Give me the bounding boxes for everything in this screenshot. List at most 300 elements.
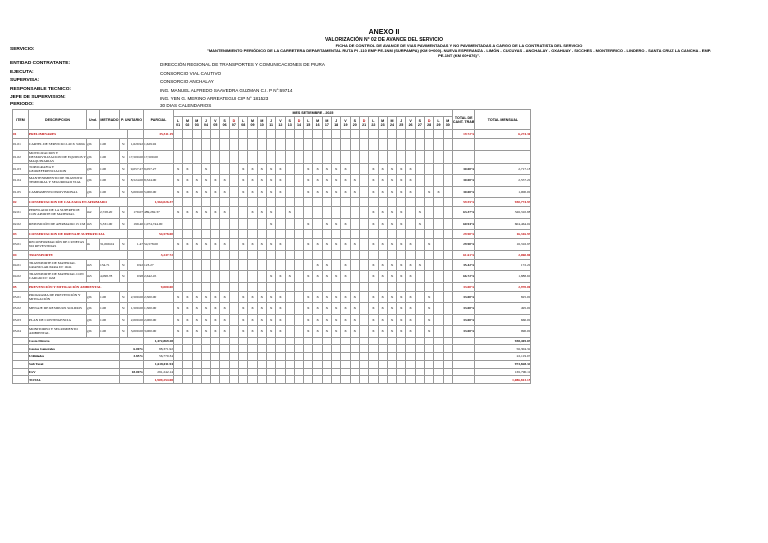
row-item: 01.01: [13, 139, 29, 151]
day-mark: [229, 271, 238, 283]
row-desc: PROGRAMA DE PREVENCIÓN Y MITIGACIÓN: [29, 291, 87, 303]
day-cell: [378, 353, 387, 361]
day-mark: [304, 207, 313, 219]
day-mark: [285, 303, 294, 315]
day-mark: [248, 218, 257, 230]
day-mark: X: [397, 271, 406, 283]
header-total-mensual: TOTAL MENSUAL: [475, 110, 531, 130]
section-row: [13, 282, 531, 291]
day-cell: [397, 250, 406, 259]
day-letter: J: [400, 119, 403, 123]
day-cell: [276, 360, 285, 368]
day-mark: X: [248, 186, 257, 198]
day-cell: [406, 198, 415, 207]
totals-label: Utilidades: [29, 353, 120, 361]
ficha-line-3: PE-1NT (KM 60+876)".: [438, 53, 480, 58]
day-mark: [285, 175, 294, 187]
day-letter: S: [353, 119, 356, 123]
day-mark: [220, 259, 229, 271]
day-mark: [192, 218, 201, 230]
day-cell: [434, 360, 443, 368]
day-mark: [415, 314, 424, 326]
table-row: [13, 314, 531, 326]
day-number: 16: [315, 123, 320, 127]
day-cell: [229, 198, 238, 207]
day-cell: [220, 353, 229, 361]
day-mark: [359, 150, 368, 163]
day-cell: [341, 130, 350, 139]
day-header: [434, 117, 443, 130]
row-total: 2,717.18: [475, 163, 531, 175]
day-cell: [350, 337, 359, 345]
day-mark: X: [183, 163, 192, 175]
day-cell: [266, 353, 275, 361]
day-mark: X: [406, 303, 415, 315]
day-mark: X: [304, 239, 313, 251]
day-cell: [276, 130, 285, 139]
day-cell: [443, 198, 452, 207]
totals-pct: 6.00%: [120, 345, 144, 353]
day-cell: [183, 198, 192, 207]
day-mark: [425, 207, 434, 219]
day-mark: X: [350, 326, 359, 338]
day-cell: [248, 353, 257, 361]
day-cell: [350, 250, 359, 259]
totals-total: 973,828.34: [475, 360, 531, 368]
day-mark: [285, 150, 294, 163]
day-mark: [313, 218, 322, 230]
day-mark: [285, 139, 294, 151]
day-cell: [415, 360, 424, 368]
day-mark: [378, 139, 387, 151]
day-letter: J: [270, 119, 273, 123]
day-cell: [378, 198, 387, 207]
day-mark: [220, 150, 229, 163]
day-cell: [183, 368, 192, 376]
day-mark: [425, 271, 434, 283]
day-number: 27: [417, 123, 422, 127]
day-cell: [313, 198, 322, 207]
day-mark: X: [387, 207, 396, 219]
day-mark: [304, 259, 313, 271]
day-cell: [434, 230, 443, 239]
day-cell: [443, 230, 452, 239]
row-metrado: 134.71: [100, 259, 120, 271]
day-mark: [174, 271, 183, 283]
day-cell: [406, 282, 415, 291]
totals-label: TOTAL: [29, 376, 120, 384]
day-mark: X: [220, 239, 229, 251]
day-mark: [285, 163, 294, 175]
day-cell: [369, 376, 378, 384]
day-cell: [443, 360, 452, 368]
day-cell: [201, 376, 210, 384]
empty-cell: [452, 337, 475, 345]
day-mark: X: [387, 271, 396, 283]
day-mark: X: [304, 326, 313, 338]
row-metrado: 1.00: [100, 314, 120, 326]
day-cell: [211, 345, 220, 353]
day-mark: [350, 139, 359, 151]
day-mark: X: [313, 186, 322, 198]
day-cell: [257, 360, 266, 368]
row-metrado: 1.00: [100, 291, 120, 303]
day-cell: [332, 250, 341, 259]
day-mark: [294, 239, 303, 251]
day-mark: X: [174, 175, 183, 187]
day-mark: X: [201, 239, 210, 251]
day-mark: [369, 139, 378, 151]
day-cell: [443, 130, 452, 139]
day-header: [304, 117, 313, 130]
row-parcial: 5,000.00: [144, 186, 174, 198]
day-cell: [211, 337, 220, 345]
row-total: 604,464.04: [475, 218, 531, 230]
day-mark: [229, 150, 238, 163]
row-metrado: 1.00: [100, 163, 120, 175]
day-mark: X: [276, 239, 285, 251]
day-cell: [332, 198, 341, 207]
totals-label: Gastos Generales: [29, 345, 120, 353]
day-cell: [322, 282, 331, 291]
day-mark: [359, 291, 368, 303]
day-cell: [266, 230, 275, 239]
day-cell: [285, 360, 294, 368]
day-mark: [443, 207, 452, 219]
day-cell: [266, 368, 275, 376]
day-cell: [183, 230, 192, 239]
info-label: SERVICIO:: [10, 47, 35, 52]
day-mark: X: [257, 303, 266, 315]
day-mark: [229, 139, 238, 151]
day-mark: [322, 207, 331, 219]
day-cell: [313, 353, 322, 361]
day-mark: X: [201, 207, 210, 219]
row-metrado: 1.00: [100, 326, 120, 338]
day-cell: [341, 250, 350, 259]
day-cell: [229, 130, 238, 139]
day-cell: [211, 353, 220, 361]
row-unit: m3: [87, 271, 100, 283]
day-cell: [285, 353, 294, 361]
day-mark: X: [313, 303, 322, 315]
row-desc: TOPOGRAFIA Y GEOREFERENCIACION: [29, 163, 87, 175]
day-mark: [183, 139, 192, 151]
row-total: 495.00: [475, 303, 531, 315]
day-mark: [294, 175, 303, 187]
day-cell: [443, 376, 452, 384]
table-row: [13, 218, 531, 230]
row-desc: RECONFORMACIÓN DE CUNETAS NO REVESTIDAS: [29, 239, 87, 251]
day-cell: [443, 282, 452, 291]
day-cell: [350, 230, 359, 239]
empty-cell: [128, 130, 144, 139]
day-cell: [248, 360, 257, 368]
day-mark: X: [415, 259, 424, 271]
day-cell: [350, 360, 359, 368]
day-number: 20: [352, 123, 357, 127]
day-cell: [239, 353, 248, 361]
day-cell: [174, 282, 183, 291]
day-cell: [201, 368, 210, 376]
row-currency: S/: [120, 303, 128, 315]
day-mark: [434, 218, 443, 230]
day-cell: [257, 368, 266, 376]
day-letter: V: [409, 119, 412, 123]
day-cell: [359, 282, 368, 291]
day-cell: [425, 282, 434, 291]
day-cell: [425, 130, 434, 139]
day-mark: [434, 139, 443, 151]
day-mark: [201, 271, 210, 283]
day-cell: [183, 345, 192, 353]
ficha-line-1: FICHA DE CONTROL DE AVANCE DE VIAS PAVIMENTADAS Y NO PAVIMENTADAS A CARGO DE LA CONTRATISTA DEL SERVICIO: [335, 43, 583, 48]
day-cell: [183, 282, 192, 291]
day-cell: [304, 130, 313, 139]
day-mark: X: [183, 207, 192, 219]
day-mark: X: [415, 218, 424, 230]
day-mark: X: [322, 271, 331, 283]
day-mark: X: [387, 163, 396, 175]
day-mark: X: [211, 239, 220, 251]
day-mark: X: [211, 314, 220, 326]
day-cell: [425, 376, 434, 384]
day-header: [285, 117, 294, 130]
day-mark: [229, 291, 238, 303]
day-mark: [294, 139, 303, 151]
day-letter: J: [205, 119, 208, 123]
day-cell: [304, 345, 313, 353]
day-cell: [294, 368, 303, 376]
day-mark: X: [332, 271, 341, 283]
day-mark: [313, 150, 322, 163]
day-mark: X: [220, 303, 229, 315]
day-cell: [341, 353, 350, 361]
row-unit-price: 1,500.00: [128, 303, 144, 315]
day-cell: [341, 376, 350, 384]
row-parcial: 2,642.45: [144, 271, 174, 283]
day-mark: X: [276, 175, 285, 187]
day-letter: L: [307, 119, 310, 123]
day-mark: X: [257, 326, 266, 338]
day-cell: [239, 282, 248, 291]
row-desc: MANTENIMIENTO DE TRANSITO TEMPORAL Y SEGURIDAD VIAL: [29, 175, 87, 187]
day-mark: X: [174, 163, 183, 175]
day-mark: [397, 139, 406, 151]
row-unit: glb: [87, 291, 100, 303]
day-cell: [239, 198, 248, 207]
row-item: 05.01: [13, 291, 29, 303]
day-cell: [239, 368, 248, 376]
day-mark: [294, 207, 303, 219]
row-unit-price: 179.07: [128, 207, 144, 219]
row-unit-price: 5,000.00: [128, 186, 144, 198]
day-mark: X: [248, 207, 257, 219]
day-cell: [229, 360, 238, 368]
day-mark: [425, 163, 434, 175]
day-mark: [415, 303, 424, 315]
row-pct: 30.00%: [452, 186, 475, 198]
info-value: ING. YBN G. MERINO ARREATEGUI CIP N° 181523: [160, 95, 269, 101]
day-letter: M: [251, 119, 255, 123]
day-mark: X: [322, 314, 331, 326]
row-item: 05.03: [13, 314, 29, 326]
day-mark: X: [406, 314, 415, 326]
day-mark: X: [313, 239, 322, 251]
day-mark: X: [257, 291, 266, 303]
day-cell: [313, 360, 322, 368]
day-header: [257, 117, 266, 130]
day-mark: [443, 271, 452, 283]
day-mark: X: [239, 291, 248, 303]
day-cell: [266, 130, 275, 139]
row-total: [475, 139, 531, 151]
day-cell: [304, 368, 313, 376]
day-mark: X: [276, 291, 285, 303]
day-mark: X: [369, 314, 378, 326]
day-mark: X: [220, 207, 229, 219]
day-cell: [220, 250, 229, 259]
totals-parcial: 88,371.92: [144, 345, 174, 353]
table-row: [13, 291, 531, 303]
document-title: ANEXO II: [368, 29, 400, 36]
day-mark: X: [220, 314, 229, 326]
day-cell: [415, 250, 424, 259]
day-mark: X: [378, 271, 387, 283]
empty-cell: [452, 368, 475, 376]
day-cell: [285, 250, 294, 259]
row-item: 02.01: [13, 207, 29, 219]
day-cell: [229, 250, 238, 259]
day-mark: [341, 207, 350, 219]
day-mark: X: [313, 271, 322, 283]
day-cell: [397, 130, 406, 139]
day-mark: X: [183, 303, 192, 315]
row-unit-price: 0.98: [128, 271, 144, 283]
info-label: EJECUTA:: [10, 70, 34, 75]
day-header: [220, 117, 229, 130]
day-mark: X: [341, 175, 350, 187]
day-cell: [257, 376, 266, 384]
day-cell: [369, 353, 378, 361]
day-cell: [174, 345, 183, 353]
day-mark: [415, 163, 424, 175]
day-cell: [276, 368, 285, 376]
day-mark: X: [257, 163, 266, 175]
day-cell: [257, 353, 266, 361]
row-total: 16,316.93: [475, 239, 531, 251]
row-pct: 30.00%: [452, 163, 475, 175]
day-cell: [304, 198, 313, 207]
day-mark: [174, 150, 183, 163]
day-cell: [285, 230, 294, 239]
day-mark: [174, 259, 183, 271]
day-cell: [304, 230, 313, 239]
day-mark: X: [332, 218, 341, 230]
day-mark: [211, 139, 220, 151]
day-mark: [220, 271, 229, 283]
day-mark: X: [406, 163, 415, 175]
day-mark: X: [201, 291, 210, 303]
table-row: [13, 239, 531, 251]
day-cell: [369, 250, 378, 259]
day-cell: [201, 130, 210, 139]
row-parcial: 1,500.00: [144, 303, 174, 315]
day-cell: [192, 130, 201, 139]
day-mark: [304, 150, 313, 163]
day-mark: [285, 239, 294, 251]
day-cell: [341, 368, 350, 376]
day-number: 21: [362, 123, 367, 127]
day-cell: [322, 250, 331, 259]
day-cell: [174, 360, 183, 368]
day-mark: [350, 218, 359, 230]
day-mark: [415, 326, 424, 338]
day-header: [341, 117, 350, 130]
day-mark: [443, 314, 452, 326]
day-cell: [239, 345, 248, 353]
day-cell: [211, 198, 220, 207]
day-letter: M: [446, 119, 450, 123]
row-metrado: 1.00: [100, 150, 120, 163]
day-mark: [378, 150, 387, 163]
day-cell: [415, 353, 424, 361]
day-cell: [192, 250, 201, 259]
day-mark: X: [313, 291, 322, 303]
day-cell: [434, 368, 443, 376]
empty-cell: [13, 337, 29, 345]
day-cell: [387, 376, 396, 384]
day-cell: [415, 368, 424, 376]
day-mark: X: [332, 239, 341, 251]
day-number: 12: [278, 123, 283, 127]
day-mark: X: [378, 175, 387, 187]
day-cell: [313, 345, 322, 353]
day-mark: X: [220, 291, 229, 303]
row-currency: S/: [120, 271, 128, 283]
day-mark: [211, 271, 220, 283]
day-mark: X: [369, 239, 378, 251]
info-label: RESPONSABLE TECNICO:: [10, 87, 72, 92]
day-cell: [425, 250, 434, 259]
row-desc: CARTEL DE SERVICIO 2.40 X 3.60m: [29, 139, 87, 151]
day-letter: M: [185, 119, 189, 123]
day-mark: X: [322, 239, 331, 251]
day-mark: [239, 150, 248, 163]
day-cell: [313, 282, 322, 291]
day-mark: [359, 139, 368, 151]
day-mark: [294, 326, 303, 338]
row-pct: 60.94%: [452, 218, 475, 230]
day-mark: X: [378, 326, 387, 338]
day-cell: [285, 198, 294, 207]
row-metrado: 31,069.04: [100, 239, 120, 251]
day-number: 15: [306, 123, 311, 127]
section-item: 04: [13, 250, 29, 259]
day-number: 30: [445, 123, 450, 127]
day-cell: [304, 376, 313, 384]
day-mark: X: [425, 239, 434, 251]
day-mark: [211, 163, 220, 175]
row-item: 02.02: [13, 218, 29, 230]
header-und: Und.: [87, 110, 100, 130]
day-mark: [434, 303, 443, 315]
day-cell: [415, 230, 424, 239]
day-mark: X: [313, 259, 322, 271]
day-cell: [425, 345, 434, 353]
day-mark: X: [341, 259, 350, 271]
row-pct: 33.00%: [452, 291, 475, 303]
